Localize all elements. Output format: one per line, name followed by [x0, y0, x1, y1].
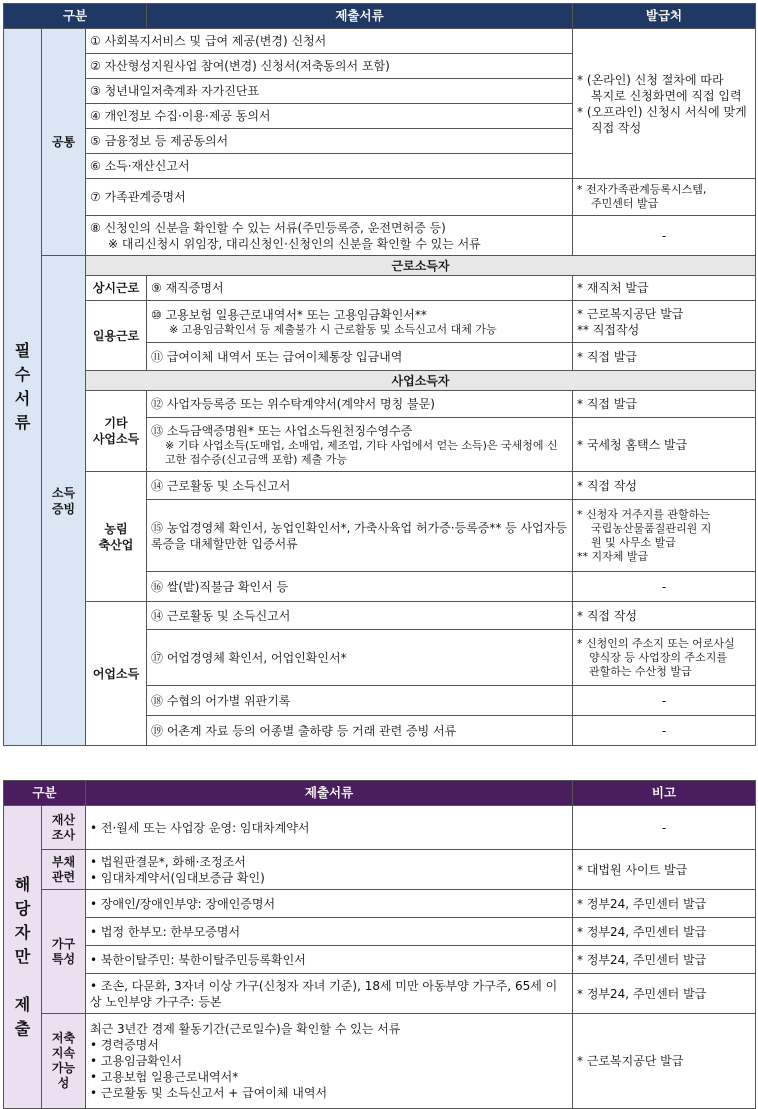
- household-item-4: • 조손, 다문화, 3자녀 이상 가구(신청자 자녀 기준), 18세 미만 아동부양 가구주, 65세 이상 노인부양 가구주: 등본: [86, 974, 573, 1014]
- issuer-15: [573, 500, 756, 572]
- item-14-farm: ⑭ 근로활동 및 소득신고서: [147, 472, 573, 500]
- regular-label: 상시근로: [86, 276, 147, 301]
- worker-group-title: 근로소득자: [86, 256, 756, 276]
- issuer-14-farm: * 직접 작성: [573, 472, 756, 500]
- header-issuer: 발급처: [573, 4, 756, 29]
- item-9: ⑨ 재직증명서: [147, 276, 573, 301]
- property-label: 재산 조사: [42, 806, 86, 850]
- common-item-5: ⑤ 금융정보 등 제공동의서: [86, 129, 573, 154]
- debt-remark: * 대법원 사이트 발급: [573, 850, 756, 890]
- fishery-label: 어업소득: [86, 602, 147, 746]
- issuer-line: ** 직접작성: [577, 322, 640, 337]
- issuer-11: * 직접 발급: [573, 343, 756, 371]
- issuer-9: * 재직처 발급: [573, 276, 756, 301]
- common-item-3: ③ 청년내일저축계좌 자가진단표: [86, 79, 573, 104]
- issuer-line: 주민센터 발급: [591, 197, 659, 210]
- income-label: 소득 증빙: [42, 256, 86, 746]
- issuer-line: 관할하는 수산청 발급: [589, 664, 692, 678]
- item-text: ⑧ 신청인의 신분을 확인할 수 있는 서류(주민등록증, 운전면허증 등): [90, 220, 446, 235]
- property-remark: -: [573, 806, 756, 850]
- applicable-documents-table: [3, 780, 756, 1109]
- header-documents: 제출서류: [86, 781, 573, 806]
- list-item: • 법원판결문*, 화해·조정조서: [90, 854, 246, 869]
- sustainability-items: [86, 1014, 573, 1109]
- item-15: ⑮ 농업경영체 확인서, 농업인확인서*, 가축사육업 허가증·등록증** 등 사업자등록증을 대체할만한 입증서류: [147, 500, 573, 572]
- common-item-1: ① 사회복지서비스 및 급여 제공(변경) 신청서: [86, 29, 573, 54]
- item-18: ⑱ 수협의 어가별 위판기록: [147, 686, 573, 716]
- household-remark-2: * 정부24, 주민센터 발급: [573, 918, 756, 946]
- issuer-line: 복지로 신청화면에 직접 입력: [591, 88, 742, 103]
- item-note: ※ 대리신청시 위임장, 대리신청인·신청인의 신분을 확인할 수 있는 서류: [108, 236, 481, 251]
- required-section-label: 필 수 서 류: [4, 29, 42, 746]
- issuer-line: 원 및 사무소 발급: [591, 535, 676, 549]
- common-issuer-8: -: [573, 216, 756, 256]
- header-documents: 제출서류: [147, 4, 573, 29]
- issuer-12: * 직접 발급: [573, 391, 756, 418]
- common-item-8: [86, 216, 573, 256]
- household-remark-4: * 정부24, 주민센터 발급: [573, 974, 756, 1014]
- list-item: • 경력증명서: [90, 1038, 159, 1052]
- list-item: • 근로활동 및 소득신고서 + 급여이체 내역서: [90, 1086, 328, 1100]
- issuer-line: * 근로복지공단 발급: [577, 306, 684, 321]
- item-10: [147, 301, 573, 343]
- issuer-line: * 전자가족관계등록시스템,: [577, 183, 707, 196]
- household-item-3: • 북한이탈주민: 북한이탈주민등록확인서: [86, 946, 573, 974]
- issuer-line: * (오프라인) 신청시 서식에 맞게: [577, 104, 747, 119]
- sustainability-label: 저축 지속 가능 성: [42, 1014, 86, 1109]
- property-item: • 전·월세 또는 사업장 운영: 임대차계약서: [86, 806, 573, 850]
- item-17: ⑰ 어업경영체 확인서, 어업인확인서*: [147, 630, 573, 686]
- common-label: 공통: [42, 29, 86, 256]
- item-note: ※ 기타 사업소득(도매업, 소매업, 제조업, 기타 사업에서 얻는 소득)은 국세청에 신고한 접수증(신고금액 포함) 제출 가능: [165, 438, 558, 466]
- debt-items: [86, 850, 573, 890]
- issuer-line: * 신청인의 주소지 또는 어로사실: [577, 636, 735, 650]
- issuer-line: 국립농산물품질관리원 지: [591, 521, 712, 535]
- farm-label: 농림 축산업: [86, 472, 147, 602]
- header-category: 구분: [4, 781, 86, 806]
- list-item: • 임대차계약서(임대보증금 확인): [90, 870, 265, 885]
- common-issuer-1-6: [573, 29, 756, 179]
- header-remarks: 비고: [573, 781, 756, 806]
- list-item: • 고용보험 일용근로내역서*: [90, 1070, 239, 1084]
- issuer-line: 직접 작성: [591, 120, 642, 135]
- debt-label: 부채 관련: [42, 850, 86, 890]
- sustainability-intro: 최근 3년간 경제 활동기간(근로일수)을 확인할 수 있는 서류: [90, 1022, 401, 1036]
- issuer-14-fishery: * 직접 작성: [573, 602, 756, 630]
- item-16: ⑯ 쌀(밭)직불금 확인서 등: [147, 572, 573, 602]
- other-business-label: 기타 사업소득: [86, 391, 147, 472]
- issuer-19: -: [573, 716, 756, 746]
- item-text: ⑬ 소득금액증명원* 또는 사업소득원천징수영수증: [151, 423, 413, 438]
- item-14-fishery: ⑭ 근로활동 및 소득신고서: [147, 602, 573, 630]
- daily-label: 일용근로: [86, 301, 147, 371]
- item-text: ⑩ 고용보험 일용근로내역서* 또는 고용임금확인서**: [151, 307, 427, 322]
- issuer-line: * 신청자 거주지를 관할하는: [577, 507, 710, 521]
- household-item-2: • 법정 한부모: 한부모증명서: [86, 918, 573, 946]
- issuer-18: -: [573, 686, 756, 716]
- item-12: ⑫ 사업자등록증 또는 위수탁계약서(계약서 명칭 불문): [147, 391, 573, 418]
- item-11: ⑪ 급여이체 내역서 또는 급여이체통장 입금내역: [147, 343, 573, 371]
- header-category: 구분: [4, 4, 147, 29]
- applicable-section-label: 해 당 자 만 제 출: [4, 806, 42, 1109]
- item-note: ※ 고용임금확인서 등 제출불가 시 근로활동 및 소득신고서 대체 가능: [169, 322, 497, 336]
- household-label: 가구 특성: [42, 890, 86, 1014]
- business-group-title: 사업소득자: [86, 371, 756, 391]
- common-item-2: ② 자산형성지원사업 참여(변경) 신청서(저축동의서 포함): [86, 54, 573, 79]
- household-remark-1: * 정부24, 주민센터 발급: [573, 890, 756, 918]
- household-remark-3: * 정부24, 주민센터 발급: [573, 946, 756, 974]
- required-documents-table: [3, 3, 756, 746]
- common-issuer-7: [573, 179, 756, 216]
- issuer-line: * (온라인) 신청 절차에 따라: [577, 72, 724, 87]
- common-item-4: ④ 개인정보 수집·이용·제공 동의서: [86, 104, 573, 129]
- issuer-line: 양식장 등 사업장의 주소지를: [589, 650, 728, 664]
- item-13: [147, 418, 573, 472]
- issuer-10: [573, 301, 756, 343]
- issuer-17: [573, 630, 756, 686]
- sustainability-remark: * 근로복지공단 발급: [573, 1014, 756, 1109]
- household-item-1: • 장애인/장애인부양: 장애인증명서: [86, 890, 573, 918]
- issuer-16: -: [573, 572, 756, 602]
- item-19: ⑲ 어촌계 자료 등의 어종별 출하량 등 거래 관련 증빙 서류: [147, 716, 573, 746]
- common-item-6: ⑥ 소득·재산신고서: [86, 154, 573, 179]
- issuer-line: ** 지자체 발급: [577, 549, 649, 563]
- common-item-7: ⑦ 가족관계증명서: [86, 179, 573, 216]
- list-item: • 고용임금확인서: [90, 1054, 183, 1068]
- issuer-13: * 국세청 홈택스 발급: [573, 418, 756, 472]
